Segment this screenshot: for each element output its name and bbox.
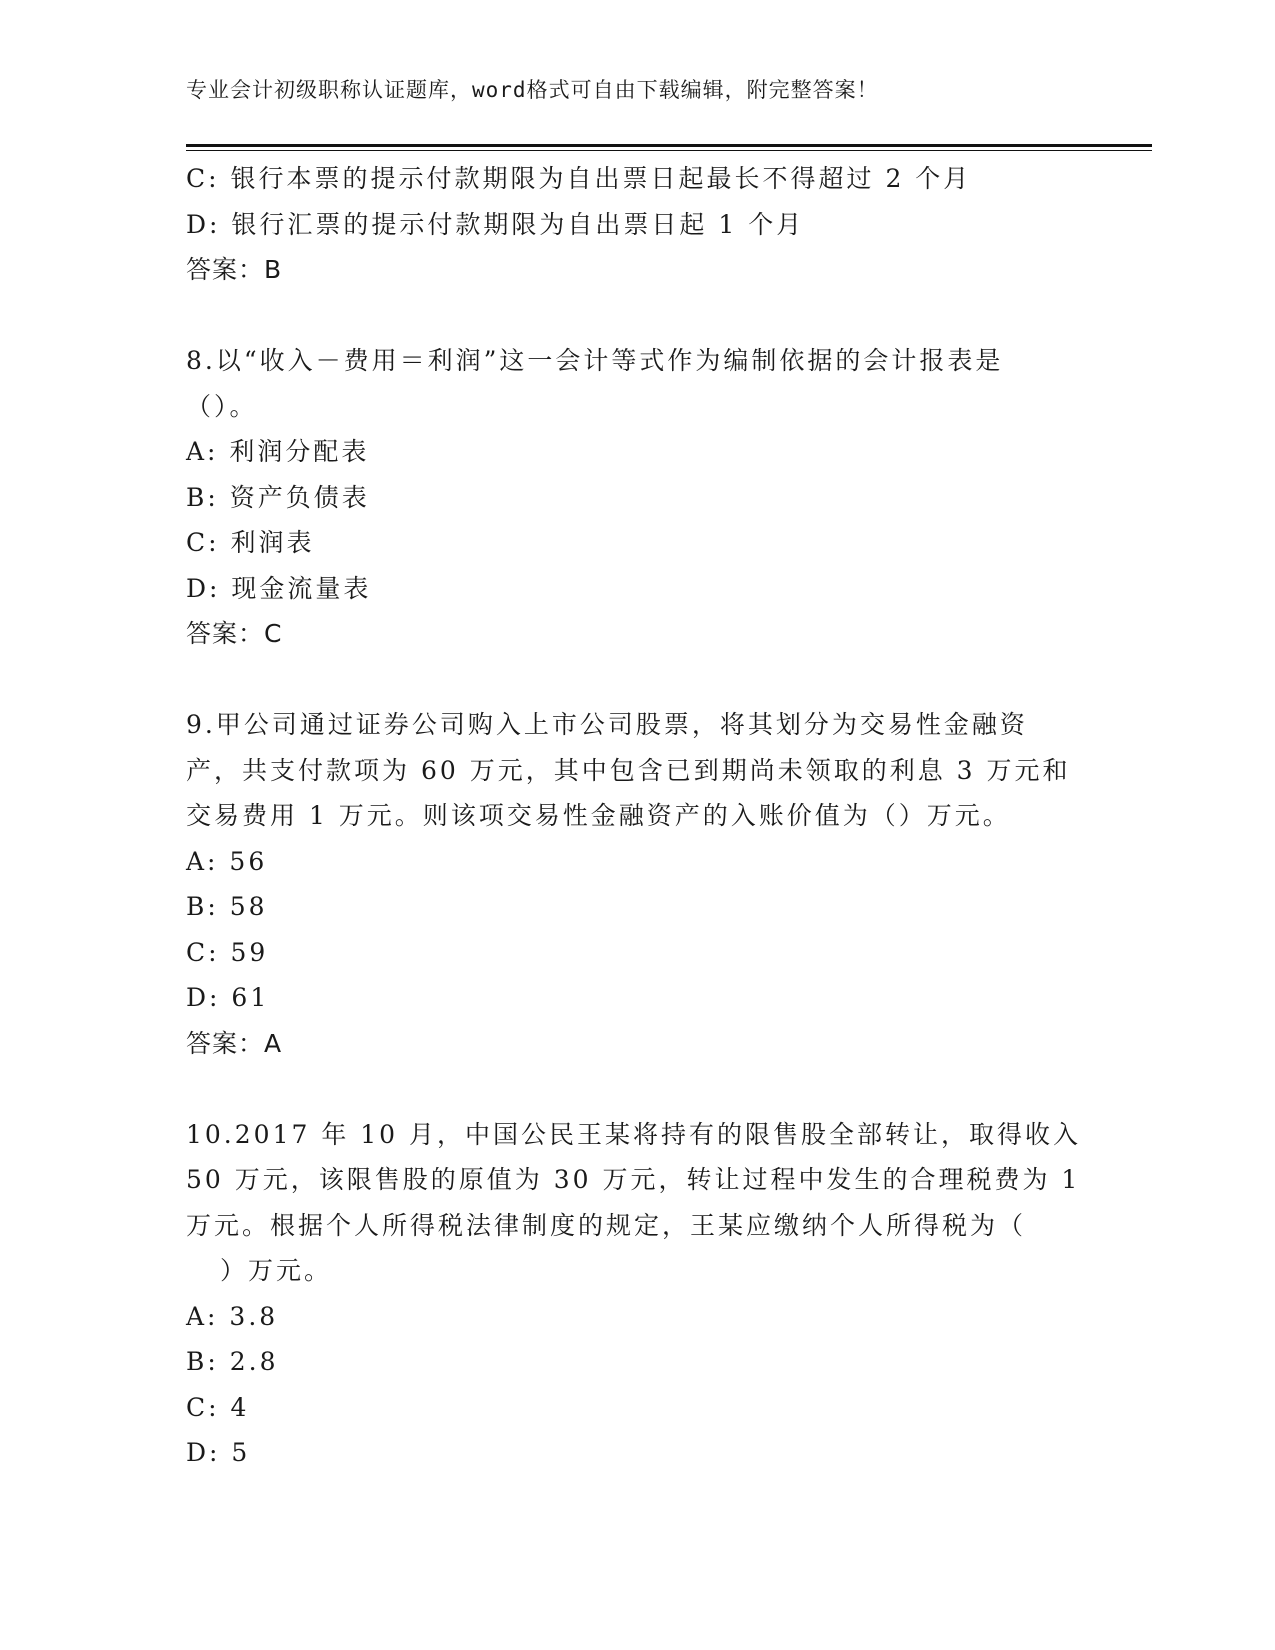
question-stem-cont: （）。 xyxy=(186,391,258,421)
question-content xyxy=(186,156,1086,1476)
question-stem: 9.甲公司通过证券公司购入上市公司股票，将其划分为交易性金融资 xyxy=(186,710,1028,739)
question-stem: 8.以“收入－费用＝利润”这一会计等式作为编制依据的会计报表是 xyxy=(186,346,1004,375)
question-stem-cont: 交易费用 1 万元。则该项交易性金融资产的入账价值为（）万元。 xyxy=(186,801,1011,830)
option-a: A: 利润分配表 xyxy=(186,437,370,466)
answer-line: 答案：C xyxy=(186,619,283,648)
option-d: D: 5 xyxy=(186,1438,251,1467)
option-d: D: 61 xyxy=(186,983,270,1012)
spacer xyxy=(186,657,1086,703)
question-stem-cont: ）万元。 xyxy=(220,1256,333,1285)
answer-line: 答案：B xyxy=(186,255,283,284)
spacer xyxy=(186,1066,1086,1112)
option-b: B: 58 xyxy=(186,892,268,921)
option-d: D: 银行汇票的提示付款期限为自出票日起 1 个月 xyxy=(186,209,805,239)
header-rule-thin xyxy=(186,150,1152,151)
option-a: A: 56 xyxy=(186,846,268,876)
spacer xyxy=(186,293,1086,339)
option-c: C: 4 xyxy=(186,1392,250,1422)
option-c: C: 银行本票的提示付款期限为自出票日起最长不得超过 2 个月 xyxy=(186,164,972,193)
question-stem-cont: 产，共支付款项为 60 万元，其中包含已到期尚未领取的利息 3 万元和 xyxy=(186,755,1071,785)
option-b: B: 2.8 xyxy=(186,1347,279,1376)
option-a: A: 3.8 xyxy=(186,1301,279,1331)
question-stem: 10.2017 年 10 月，中国公民王某将持有的限售股全部转让，取得收入 xyxy=(186,1119,1082,1149)
page-header: 专业会计初级职称认证题库，word格式可自由下载编辑，附完整答案！ xyxy=(186,78,879,102)
question-9 xyxy=(186,702,1086,1066)
question-7-tail xyxy=(186,156,1086,293)
header-rule-thick xyxy=(186,144,1152,147)
option-b: B: 资产负债表 xyxy=(186,482,370,512)
option-d: D: 现金流量表 xyxy=(186,573,372,603)
question-10 xyxy=(186,1112,1086,1476)
question-stem-cont: 50 万元，该限售股的原值为 30 万元，转让过程中发生的合理税费为 1 xyxy=(186,1165,1081,1194)
answer-line: 答案：A xyxy=(186,1028,283,1058)
question-stem-cont: 万元。根据个人所得税法律制度的规定，王某应缴纳个人所得税为（ xyxy=(186,1210,1027,1240)
option-c: C: 利润表 xyxy=(186,528,315,557)
question-8 xyxy=(186,338,1086,657)
option-c: C: 59 xyxy=(186,937,269,967)
